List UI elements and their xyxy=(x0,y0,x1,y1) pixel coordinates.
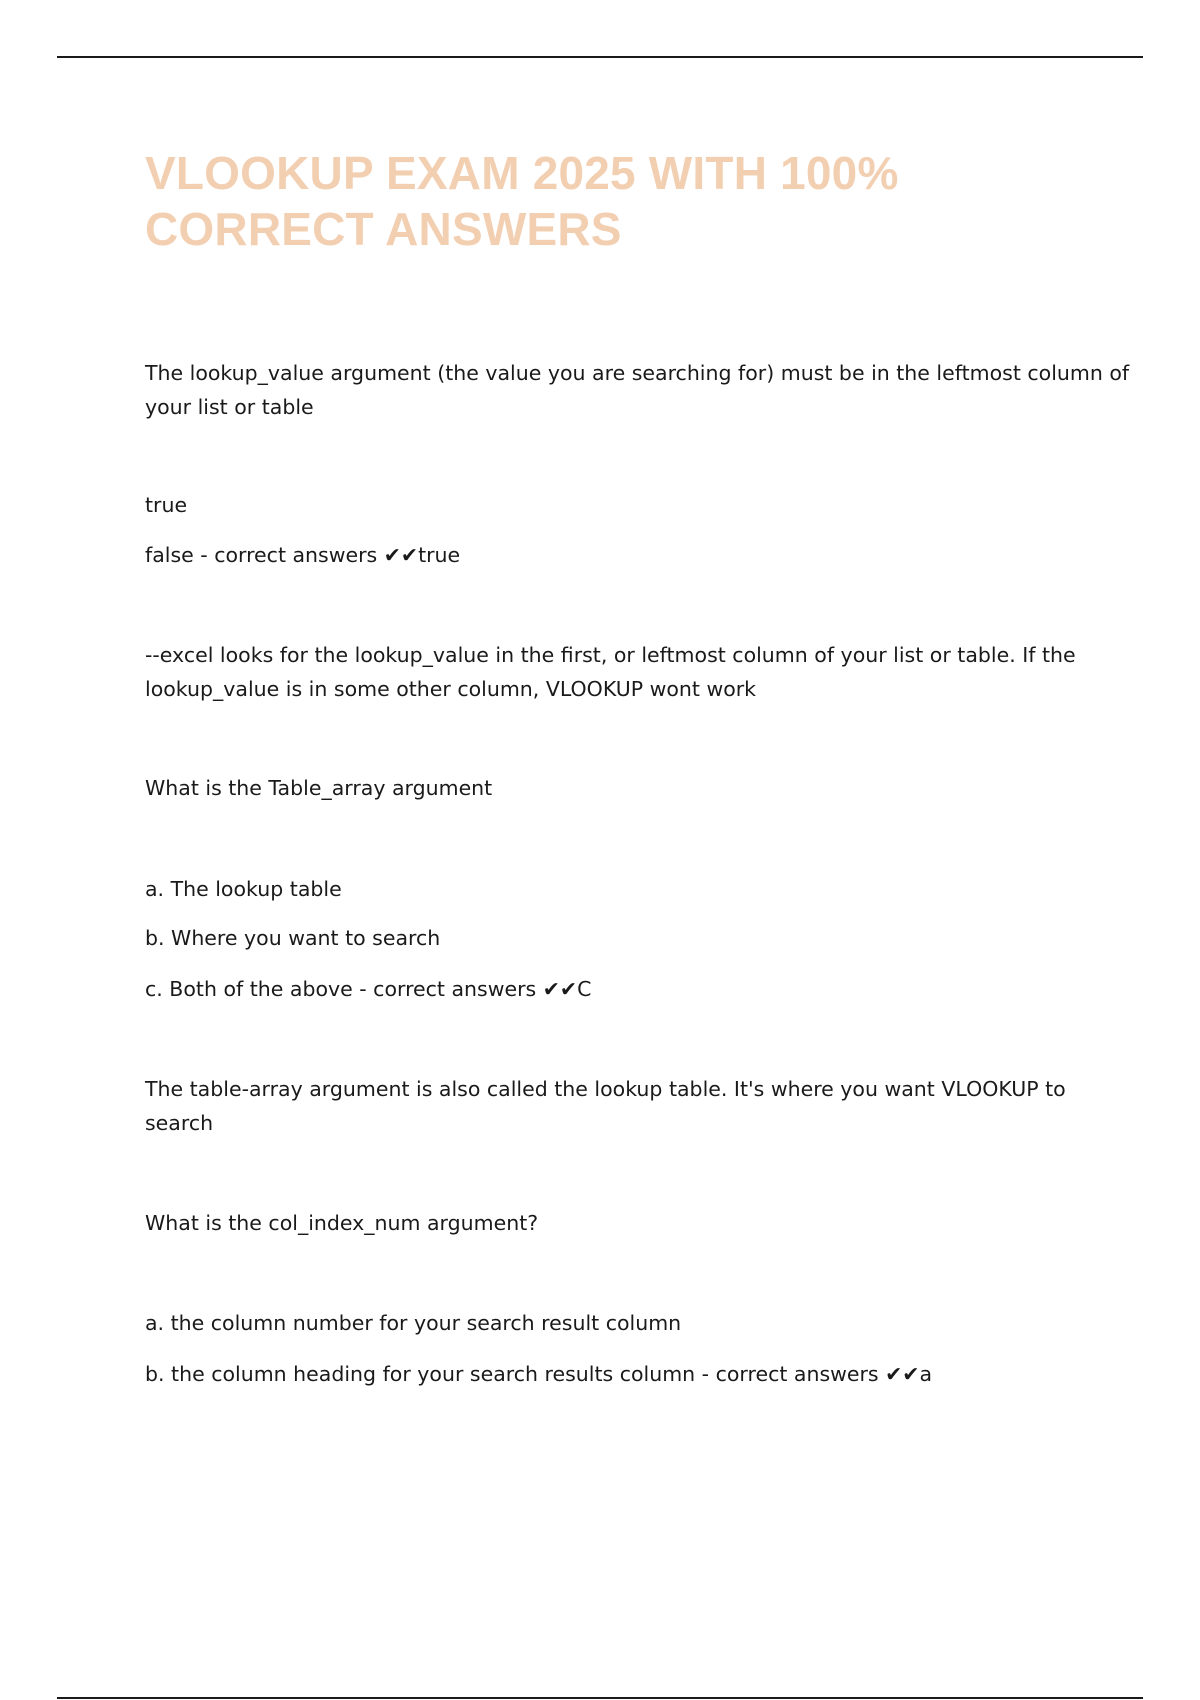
title-line-2: CORRECT ANSWERS xyxy=(145,203,622,255)
q1-explanation-line-2: lookup_value is in some other column, VLOOKUP wont work xyxy=(145,677,757,701)
q2-option-b-text: b. Where you want to search xyxy=(145,926,441,950)
q1-option-true xyxy=(145,488,1095,522)
q3-question-text: What is the col_index_num argument? xyxy=(145,1211,539,1235)
q1-question xyxy=(145,356,1130,424)
q2-explanation-line-1: The table-array argument is also called the lookup table. It's where you want VLOOKUP to xyxy=(145,1077,1066,1101)
title-line-1: VLOOKUP EXAM 2025 WITH 100% xyxy=(145,147,899,199)
q1-explanation-line-1: --excel looks for the lookup_value in the first, or leftmost column of your list or table. If the xyxy=(145,643,1076,667)
q1-option-false-answer xyxy=(145,538,1095,572)
q3-answer-text: b. the column heading for your search results column - correct answers ✔✔a xyxy=(145,1362,933,1386)
q2-question-text: What is the Table_array argument xyxy=(145,776,493,800)
q2-option-a xyxy=(145,872,1095,906)
q2-option-a-text: a. The lookup table xyxy=(145,877,342,901)
q1-explanation xyxy=(145,638,1095,706)
top-divider xyxy=(57,56,1143,58)
q2-explanation-line-2: search xyxy=(145,1111,214,1135)
q2-option-c-answer xyxy=(145,972,1095,1006)
q2-explanation xyxy=(145,1072,1095,1140)
q2-answer-text: c. Both of the above - correct answers ✔✔C xyxy=(145,977,592,1001)
q2-option-b xyxy=(145,921,1095,955)
q3-question xyxy=(145,1206,1095,1240)
q1-option-true-text: true xyxy=(145,493,188,517)
document-title xyxy=(145,145,1105,257)
q3-option-a-text: a. the column number for your search result column xyxy=(145,1311,682,1335)
q1-question-line-1: The lookup_value argument (the value you are searching for) must be in the leftmost column of xyxy=(145,361,1130,385)
q3-option-b-answer xyxy=(145,1357,1095,1391)
q1-answer-text: false - correct answers ✔✔true xyxy=(145,543,461,567)
q1-question-line-2: your list or table xyxy=(145,395,314,419)
bottom-divider xyxy=(57,1697,1143,1699)
q3-option-a xyxy=(145,1306,1095,1340)
q2-question xyxy=(145,771,1095,805)
